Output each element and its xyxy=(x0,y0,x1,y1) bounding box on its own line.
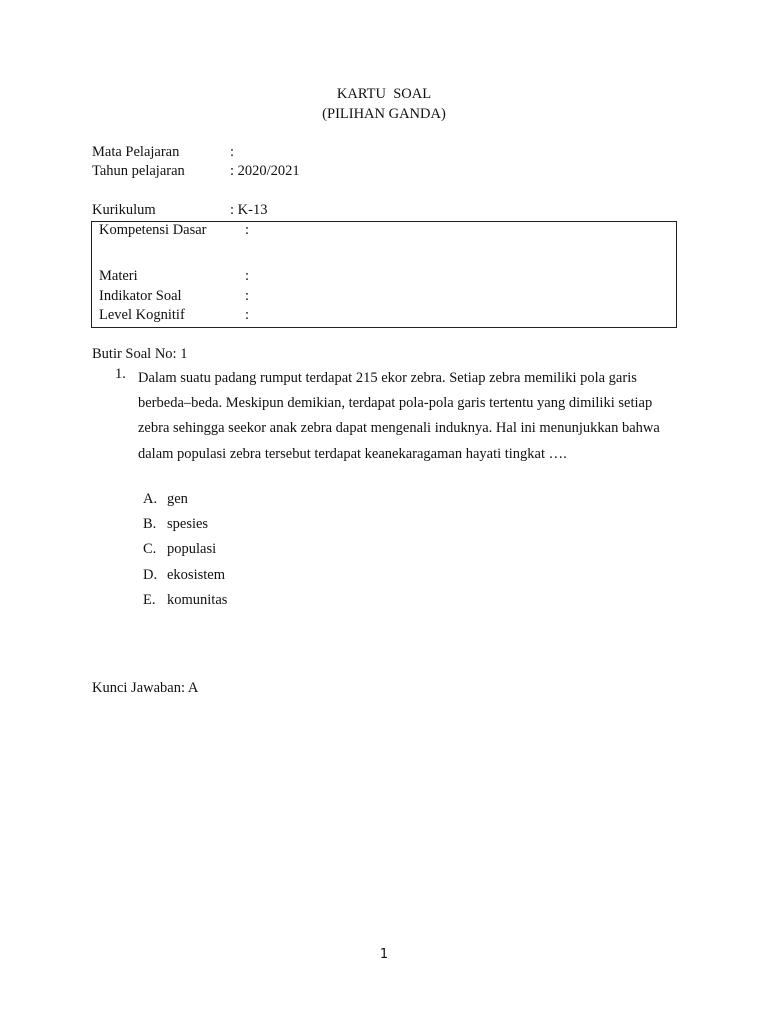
question-number: 1. xyxy=(115,366,126,382)
option-text: gen xyxy=(167,491,188,507)
option-letter: E. xyxy=(143,592,156,608)
box-value: : xyxy=(245,222,250,238)
competency-box xyxy=(91,221,677,328)
box-label: Kompetensi Dasar xyxy=(99,222,207,238)
box-label: Indikator Soal xyxy=(99,288,182,304)
option-letter: D. xyxy=(143,567,158,583)
page-number: 1 xyxy=(379,947,389,962)
box-label: Level Kognitif xyxy=(99,307,185,323)
option-text: ekosistem xyxy=(167,567,225,583)
question-text: Dalam suatu padang rumput terdapat 215 ekor zebra. Setiap zebra memiliki pola garis berbeda–beda. Meskipun demikian, terdapat pola-pola garis tertentu yang dimiliki setiap zebra sehingga seekor anak zebra dapat mengenali induknya. Hal ini menunjukkan bahwa dalam populasi zebra tersebut terdapat keanekaragaman hayati tingkat …. xyxy=(138,370,660,462)
box-value: : xyxy=(245,307,250,323)
answer-key: Kunci Jawaban: A xyxy=(92,680,199,696)
option-letter: B. xyxy=(143,516,157,532)
card-title: KARTU SOAL xyxy=(336,86,432,102)
option-text: populasi xyxy=(167,541,217,557)
box-value: : xyxy=(245,288,250,304)
info-label: Mata Pelajaran xyxy=(92,144,180,160)
option-text: spesies xyxy=(167,516,209,532)
option-letter: A. xyxy=(143,491,158,507)
option-text: komunitas xyxy=(167,592,228,608)
info-label: Kurikulum xyxy=(92,202,156,218)
box-value: : xyxy=(245,268,250,284)
card-subtitle: (PILIHAN GANDA) xyxy=(322,106,446,122)
butir-soal-label: Butir Soal No: 1 xyxy=(92,346,188,362)
info-value: : 2020/2021 xyxy=(230,163,300,179)
info-value: : K-13 xyxy=(230,202,268,218)
option-letter: C. xyxy=(143,541,157,557)
info-label: Tahun pelajaran xyxy=(92,163,185,179)
option-e xyxy=(143,592,228,660)
box-label: Materi xyxy=(99,268,138,284)
info-value: : xyxy=(230,144,235,160)
